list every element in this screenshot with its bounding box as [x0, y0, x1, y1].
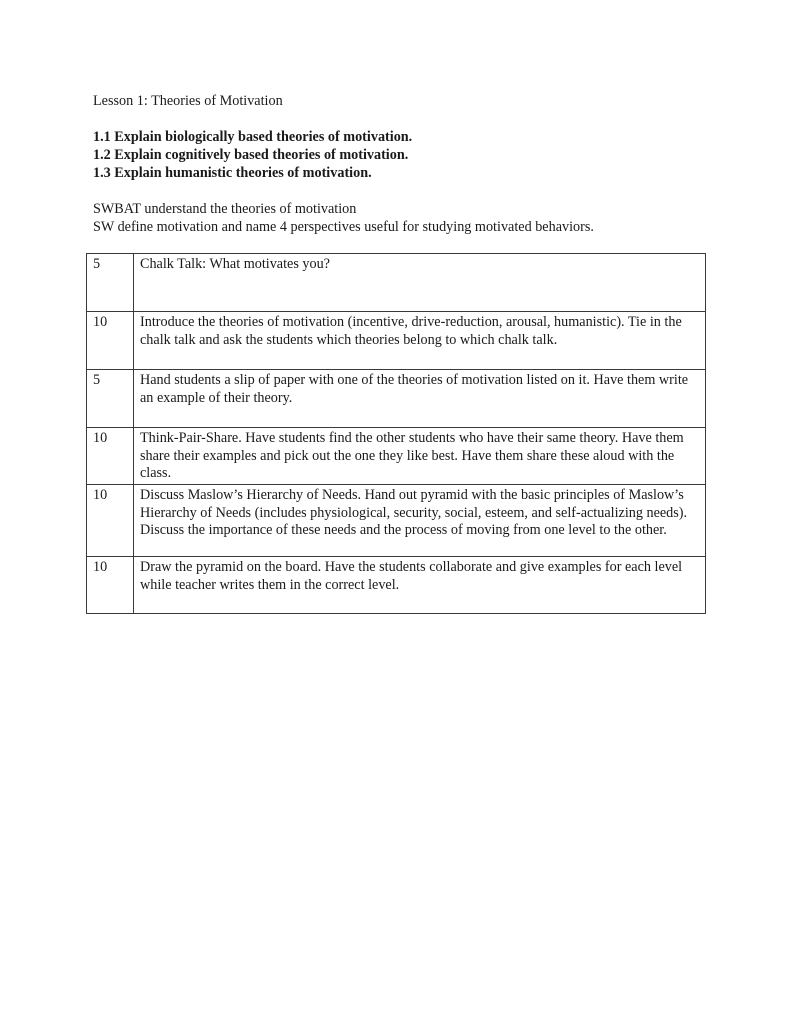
table-row — [87, 312, 706, 370]
table-row — [87, 485, 706, 557]
activity-cell: Draw the pyramid on the board. Have the students collaborate and give examples for each level while teacher writes them in the correct level. — [134, 557, 706, 614]
table-row — [87, 370, 706, 428]
objective-item: 1.2 Explain cognitively based theories of motivation. — [93, 147, 409, 163]
activity-cell: Introduce the theories of motivation (incentive, drive-reduction, arousal, humanistic). Tie in the chalk talk and ask the students which theories belong to which chalk talk. — [134, 312, 706, 370]
activity-cell: Think-Pair-Share. Have students find the other students who have their same theory. Have them share their examples and pick out the one they like best. Have them share these aloud with the class. — [134, 428, 706, 485]
objectives-list — [93, 128, 412, 182]
table-row — [87, 428, 706, 485]
sw-statement: SW define motivation and name 4 perspectives useful for studying motivated behaviors. — [93, 219, 594, 235]
lesson-plan-table — [86, 253, 706, 614]
activity-cell: Chalk Talk: What motivates you? — [134, 254, 706, 312]
table-row — [87, 557, 706, 614]
lesson-title: Lesson 1: Theories of Motivation — [93, 93, 283, 109]
table-row — [87, 254, 706, 312]
activity-cell: Discuss Maslow’s Hierarchy of Needs. Hand out pyramid with the basic principles of Maslow’s Hierarchy of Needs (includes physiological, security, social, esteem, and self-actualizing needs). Discuss the importance of these needs and the process of moving from one level to the other. — [134, 485, 706, 557]
minutes-cell: 10 — [87, 485, 134, 557]
minutes-cell: 5 — [87, 370, 134, 428]
swbat-statement: SWBAT understand the theories of motivation — [93, 201, 357, 217]
learning-goals — [93, 200, 594, 236]
minutes-cell: 5 — [87, 254, 134, 312]
minutes-cell: 10 — [87, 557, 134, 614]
minutes-cell: 10 — [87, 428, 134, 485]
activity-cell: Hand students a slip of paper with one of the theories of motivation listed on it. Have them write an example of their theory. — [134, 370, 706, 428]
objective-item: 1.1 Explain biologically based theories of motivation. — [93, 129, 413, 145]
minutes-cell: 10 — [87, 312, 134, 370]
objective-item: 1.3 Explain humanistic theories of motivation. — [93, 165, 372, 181]
